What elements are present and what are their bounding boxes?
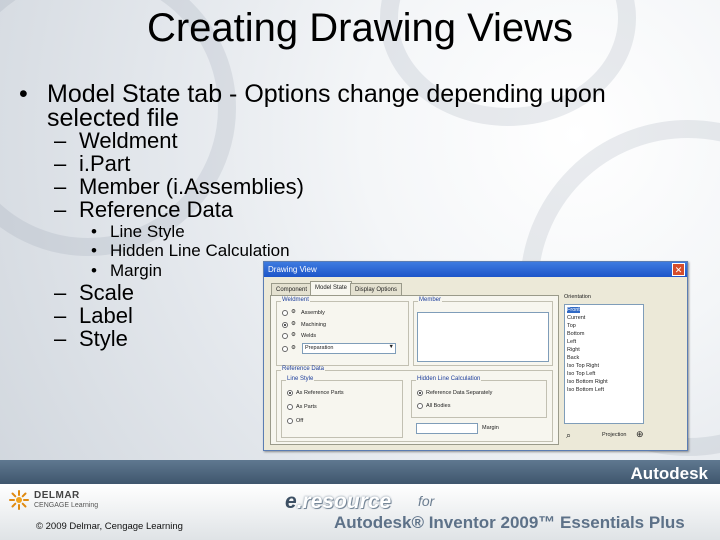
line-style-group xyxy=(281,376,403,438)
dialog-title: Drawing View xyxy=(268,265,317,274)
dot-marker: • xyxy=(91,222,97,241)
member-group-label: Member xyxy=(419,297,442,303)
view-icon[interactable]: ⌕ xyxy=(566,430,572,440)
weldment-group xyxy=(276,297,409,366)
dash-marker: – xyxy=(54,280,67,305)
sub-item: Member (i.Assemblies) xyxy=(79,174,304,199)
sub-item: Label xyxy=(79,303,133,328)
drawing-view-dialog xyxy=(263,261,688,451)
margin-label: Margin xyxy=(482,425,499,431)
model-state-panel xyxy=(270,295,559,445)
publisher-sub: CENGAGE Learning xyxy=(34,502,99,509)
weldment-icon: ⚙ xyxy=(291,321,296,327)
footer xyxy=(0,460,720,540)
slide-title: Creating Drawing Views xyxy=(146,6,574,50)
projection-label: Projection xyxy=(602,432,627,438)
line-style-radio-reference-parts[interactable] xyxy=(287,390,293,396)
weldment-radio-welds[interactable] xyxy=(282,333,288,339)
projection-icon[interactable]: ⊕ xyxy=(636,429,644,439)
bullet-text-continuation: selected file xyxy=(47,104,180,132)
eresource-rest: .resource xyxy=(296,490,392,513)
member-group xyxy=(413,297,553,366)
orientation-item[interactable]: Iso Top Left xyxy=(567,371,596,377)
sub-item: Reference Data xyxy=(79,197,234,222)
orientation-item[interactable]: Iso Bottom Left xyxy=(567,387,604,393)
orientation-item[interactable]: Bottom xyxy=(567,331,585,337)
orientation-item[interactable]: Top xyxy=(567,323,576,329)
dot-marker: • xyxy=(91,261,97,280)
weldment-radio-assembly[interactable] xyxy=(282,310,288,316)
copyright: © 2009 Delmar, Cengage Learning xyxy=(36,521,183,532)
sub-item: i.Part xyxy=(79,151,131,176)
line-style-radio-parts[interactable] xyxy=(287,404,293,410)
line-style-option-label: As Reference Parts xyxy=(296,390,344,396)
preparation-select-value: Preparation xyxy=(305,345,334,351)
dash-marker: – xyxy=(54,303,67,328)
sub-sub-item: Margin xyxy=(110,261,162,280)
weldment-group-label: Weldment xyxy=(282,297,309,303)
hidden-line-group xyxy=(411,376,547,418)
tab-model-state[interactable]: Model State xyxy=(310,281,352,296)
line-style-group-label: Line Style xyxy=(287,376,314,382)
line-style-option-label: Off xyxy=(296,418,304,424)
orientation-item[interactable]: Back xyxy=(567,355,580,361)
hidden-line-radio-separately[interactable] xyxy=(417,390,423,396)
margin-input[interactable] xyxy=(416,423,478,434)
dash-marker: – xyxy=(54,326,67,351)
weldment-option-label: Assembly xyxy=(301,310,325,316)
eresource-e: e xyxy=(285,490,297,513)
delmar-logo-icon xyxy=(8,489,30,511)
sub-sub-item: Line Style xyxy=(110,222,185,241)
orientation-label: Orientation xyxy=(564,294,591,300)
dash-marker: – xyxy=(54,197,67,222)
dialog-titlebar xyxy=(264,262,687,277)
bullet-marker: • xyxy=(19,80,28,108)
hidden-line-option-label: Reference Data Separately xyxy=(426,390,493,396)
member-list[interactable] xyxy=(417,312,549,362)
tab-display-options[interactable]: Display Options xyxy=(350,283,402,296)
orientation-item[interactable]: Left xyxy=(567,339,577,345)
autodesk-logo: Autodesk xyxy=(630,464,708,483)
dash-marker: – xyxy=(54,174,67,199)
close-icon[interactable]: ✕ xyxy=(672,263,685,276)
footer-body xyxy=(0,484,720,540)
tab-component[interactable]: Component xyxy=(271,283,312,296)
orientation-item[interactable]: Front xyxy=(567,307,580,313)
weldment-icon: ⚙ xyxy=(291,309,296,315)
hidden-line-group-label: Hidden Line Calculation xyxy=(417,376,481,382)
weldment-icon: ⚙ xyxy=(291,345,296,351)
line-style-option-label: As Parts xyxy=(296,404,317,410)
publisher-name: DELMAR xyxy=(34,490,80,501)
line-style-radio-off[interactable] xyxy=(287,418,293,424)
dash-marker: – xyxy=(54,128,67,153)
weldment-option-label: Machining xyxy=(301,322,327,328)
sub-item: Scale xyxy=(79,280,135,305)
orientation-item[interactable]: Iso Top Right xyxy=(567,363,600,369)
preparation-select[interactable] xyxy=(302,343,396,354)
sub-item: Style xyxy=(79,326,128,351)
for-word: for xyxy=(418,493,435,509)
reference-data-group-label: Reference Data xyxy=(282,366,325,372)
footer-stripe xyxy=(0,460,720,484)
eresource-logo xyxy=(285,490,391,514)
hidden-line-option-label: All Bodies xyxy=(426,403,451,409)
orientation-list[interactable] xyxy=(564,304,644,424)
chevron-down-icon: ▼ xyxy=(388,344,394,350)
weldment-option-label: Welds xyxy=(301,333,317,339)
sub-item: Weldment xyxy=(79,128,178,153)
reference-data-group xyxy=(276,366,553,442)
weldment-radio-machining[interactable] xyxy=(282,322,288,328)
weldment-radio-preparations[interactable] xyxy=(282,346,288,352)
orientation-item[interactable]: Iso Bottom Right xyxy=(567,379,608,385)
orientation-item[interactable]: Right xyxy=(567,347,580,353)
weldment-icon: ⚙ xyxy=(291,332,296,338)
sub-sub-item: Hidden Line Calculation xyxy=(110,241,290,260)
dot-marker: • xyxy=(91,241,97,260)
orientation-item[interactable]: Current xyxy=(567,315,586,321)
dash-marker: – xyxy=(54,151,67,176)
product-name: Autodesk® Inventor 2009™ Essentials Plus xyxy=(334,513,685,532)
hidden-line-radio-all-bodies[interactable] xyxy=(417,403,423,409)
bullet-text: Model State tab - Options change depending upon xyxy=(47,80,606,108)
